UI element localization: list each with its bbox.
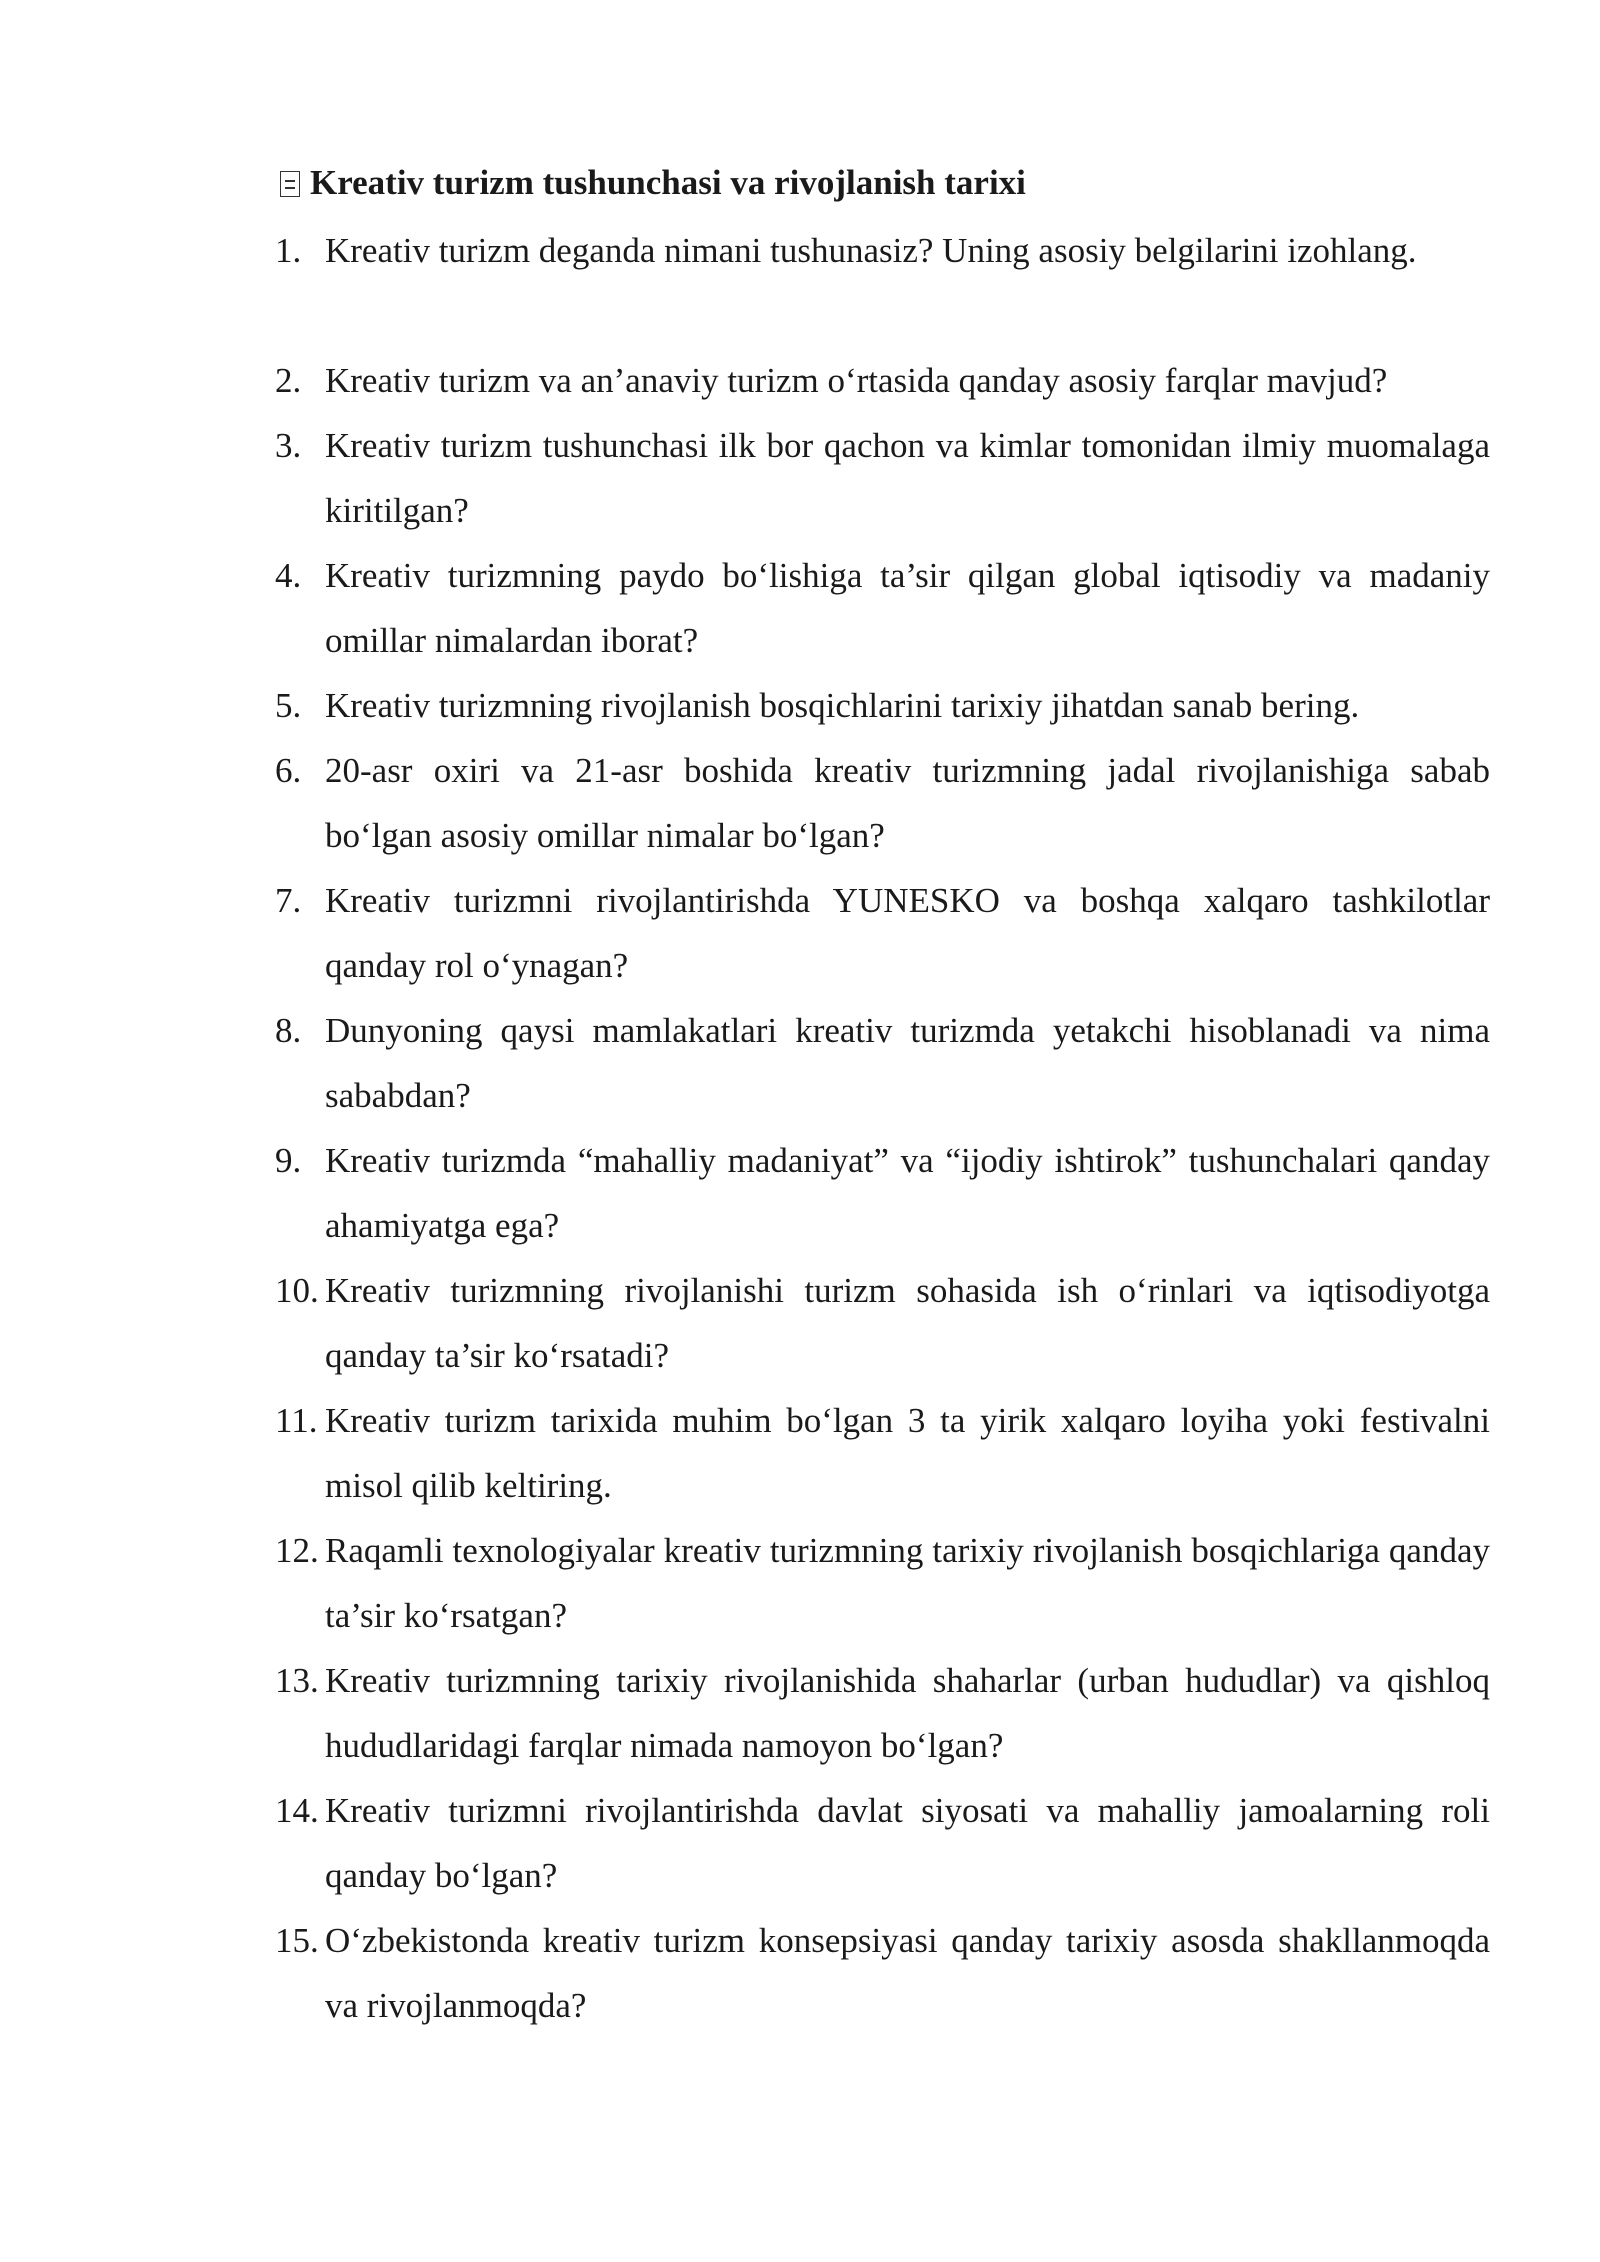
list-item bbox=[275, 1258, 1490, 1388]
question-number: 8. bbox=[275, 1011, 302, 1050]
list-item bbox=[275, 738, 1490, 868]
question-text: 20-asr oxiri va 21-asr boshida kreativ turizmning jadal rivojlanishiga sabab bo‘lgan asosiy omillar nimalar bo‘lgan? bbox=[325, 751, 1490, 855]
list-item bbox=[275, 1518, 1490, 1648]
question-text: Raqamli texnologiyalar kreativ turizmning tarixiy rivojlanish bosqichlariga qanday ta’sir ko‘rsatgan? bbox=[325, 1531, 1490, 1635]
question-number: 5. bbox=[275, 686, 302, 725]
question-number: 3. bbox=[275, 426, 302, 465]
question-text: Kreativ turizmni rivojlantirishda davlat siyosati va mahalliy jamoalarning roli qanday bo‘lgan? bbox=[325, 1791, 1490, 1895]
list-item bbox=[275, 868, 1490, 998]
list-item bbox=[275, 218, 1490, 283]
question-number: 14. bbox=[275, 1791, 319, 1830]
question-number: 15. bbox=[275, 1921, 319, 1960]
question-number: 13. bbox=[275, 1661, 319, 1700]
section-heading bbox=[280, 158, 1500, 208]
list-item bbox=[275, 998, 1490, 1128]
question-number: 6. bbox=[275, 751, 302, 790]
section-heading-text: Kreativ turizm tushunchasi va rivojlanish tarixi bbox=[310, 163, 1026, 202]
question-number: 2. bbox=[275, 361, 302, 400]
question-number: 9. bbox=[275, 1141, 302, 1180]
list-item bbox=[275, 1128, 1490, 1258]
question-text: Kreativ turizmda “mahalliy madaniyat” va “ijodiy ishtirok” tushunchalari qanday ahamiyatga ega? bbox=[325, 1141, 1490, 1245]
list-item bbox=[275, 1778, 1490, 1908]
question-number: 12. bbox=[275, 1531, 319, 1570]
list-item bbox=[275, 348, 1490, 413]
question-text: Dunyoning qaysi mamlakatlari kreativ turizmda yetakchi hisoblanadi va nima sababdan? bbox=[325, 1011, 1490, 1115]
question-number: 11. bbox=[275, 1401, 318, 1440]
list-item bbox=[275, 1648, 1490, 1778]
question-text: Kreativ turizmni rivojlantirishda YUNESKO va boshqa xalqaro tashkilotlar qanday rol o‘ynagan? bbox=[325, 881, 1490, 985]
list-item bbox=[275, 1388, 1490, 1518]
question-number: 10. bbox=[275, 1271, 319, 1310]
question-text: Kreativ turizmning rivojlanish bosqichlarini tarixiy jihatdan sanab bering. bbox=[325, 686, 1360, 725]
question-number: 7. bbox=[275, 881, 302, 920]
question-number: 4. bbox=[275, 556, 302, 595]
list-item bbox=[275, 413, 1490, 543]
question-text: O‘zbekistonda kreativ turizm konsepsiyasi qanday tarixiy asosda shakllanmoqda va rivojlanmoqda? bbox=[325, 1921, 1490, 2025]
question-text: Kreativ turizm deganda nimani tushunasiz? Uning asosiy belgilarini izohlang. bbox=[325, 231, 1417, 270]
question-text: Kreativ turizm tushunchasi ilk bor qachon va kimlar tomonidan ilmiy muomalaga kiritilgan? bbox=[325, 426, 1490, 530]
list-item bbox=[275, 1908, 1490, 2038]
list-item bbox=[275, 673, 1490, 738]
question-text: Kreativ turizmning paydo bo‘lishiga ta’sir qilgan global iqtisodiy va madaniy omillar nimalardan iborat? bbox=[325, 556, 1490, 660]
question-text: Kreativ turizmning tarixiy rivojlanishida shaharlar (urban hududlar) va qishloq hududlaridagi farqlar nimada namoyon bo‘lgan? bbox=[325, 1661, 1490, 1765]
question-text: Kreativ turizm va an’anaviy turizm o‘rtasida qanday asosiy farqlar mavjud? bbox=[325, 361, 1388, 400]
checkbox-list-icon bbox=[280, 171, 300, 197]
question-number: 1. bbox=[275, 231, 302, 270]
question-text: Kreativ turizmning rivojlanishi turizm sohasida ish o‘rinlari va iqtisodiyotga qanday ta’sir ko‘rsatadi? bbox=[325, 1271, 1490, 1375]
question-text: Kreativ turizm tarixida muhim bo‘lgan 3 ta yirik xalqaro loyiha yoki festivalni misol qilib keltiring. bbox=[325, 1401, 1490, 1505]
list-item bbox=[275, 543, 1490, 673]
